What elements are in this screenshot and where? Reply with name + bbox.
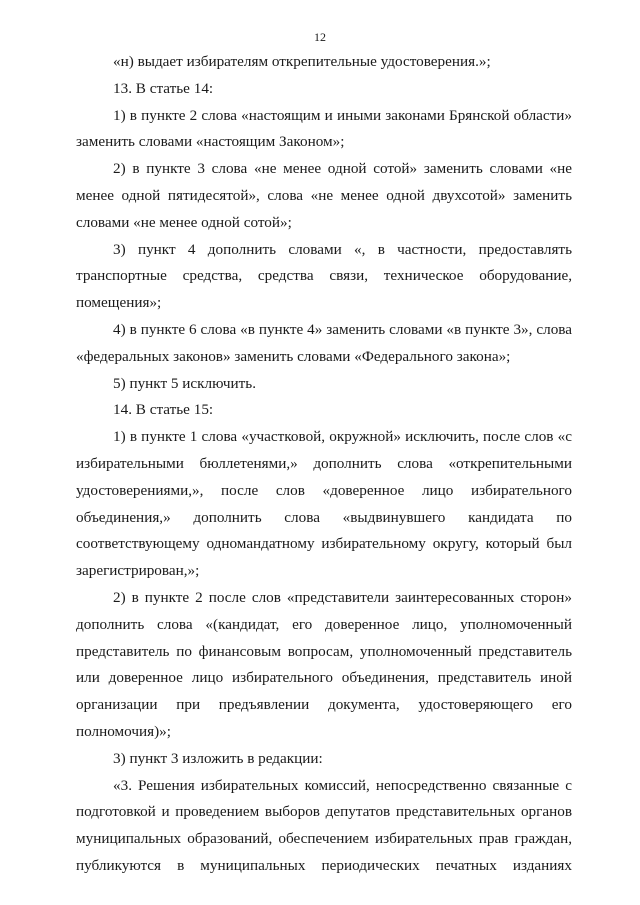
paragraph: 14. В статье 15:	[113, 401, 214, 419]
page-number: 12	[314, 30, 326, 44]
paragraph: 1) в пункте 2 слова «настоящим и иными законами Брянской области» заменить словами «настоящим Законом»;	[76, 106, 572, 151]
paragraph: 4) в пункте 6 слова «в пункте 4» заменить словами «в пункте 3», слова «федеральных законов» заменить словами «Федерального закона»;	[76, 320, 572, 365]
paragraph: 13. В статье 14:	[113, 79, 214, 97]
paragraph: «3. Решения избирательных комиссий, непосредственно связанные с подготовкой и проведением выборов депутатов представительных органов муниципальных образований, обеспечением избирательных прав граждан, публикуются в муниципальных периодических печатных изданиях	[76, 776, 572, 874]
paragraph: 2) в пункте 2 после слов «представители заинтересованных сторон» дополнить слова «(кандидат, его доверенное лицо, уполномоченный представитель по финансовым вопросам, уполномоченный представитель или доверенное лицо избирательного объединения, представитель иной организации при предъявлении документа, удостоверяющего его полномочия)»;	[76, 588, 572, 740]
paragraph: 3) пункт 4 дополнить словами «, в частности, предоставлять транспортные средства, средства связи, техническое оборудование, помещения»;	[76, 240, 572, 312]
paragraph: 5) пункт 5 исключить.	[113, 374, 257, 392]
document-body	[76, 49, 572, 880]
paragraph: «н) выдает избирателям открепительные удостоверения.»;	[113, 53, 491, 70]
paragraph: 2) в пункте 3 слова «не менее одной сотой» заменить словами «не менее одной пятидесятой», слова «не менее одной двухсотой» заменить словами «не менее одной сотой»;	[76, 160, 572, 231]
paragraph: 3) пункт 3 изложить в редакции:	[113, 749, 323, 767]
paragraph: 1) в пункте 1 слова «участковой, окружной» исключить, после слов «с избирательными бюллетенями,» дополнить слова «открепительными удостоверениями,», после слов «доверенное лицо избирательного объединения,» дополнить слова «выдвинувшего кандидата по соответствующему одномандатному избирательному округу, который был зарегистрирован,»;	[76, 428, 572, 580]
